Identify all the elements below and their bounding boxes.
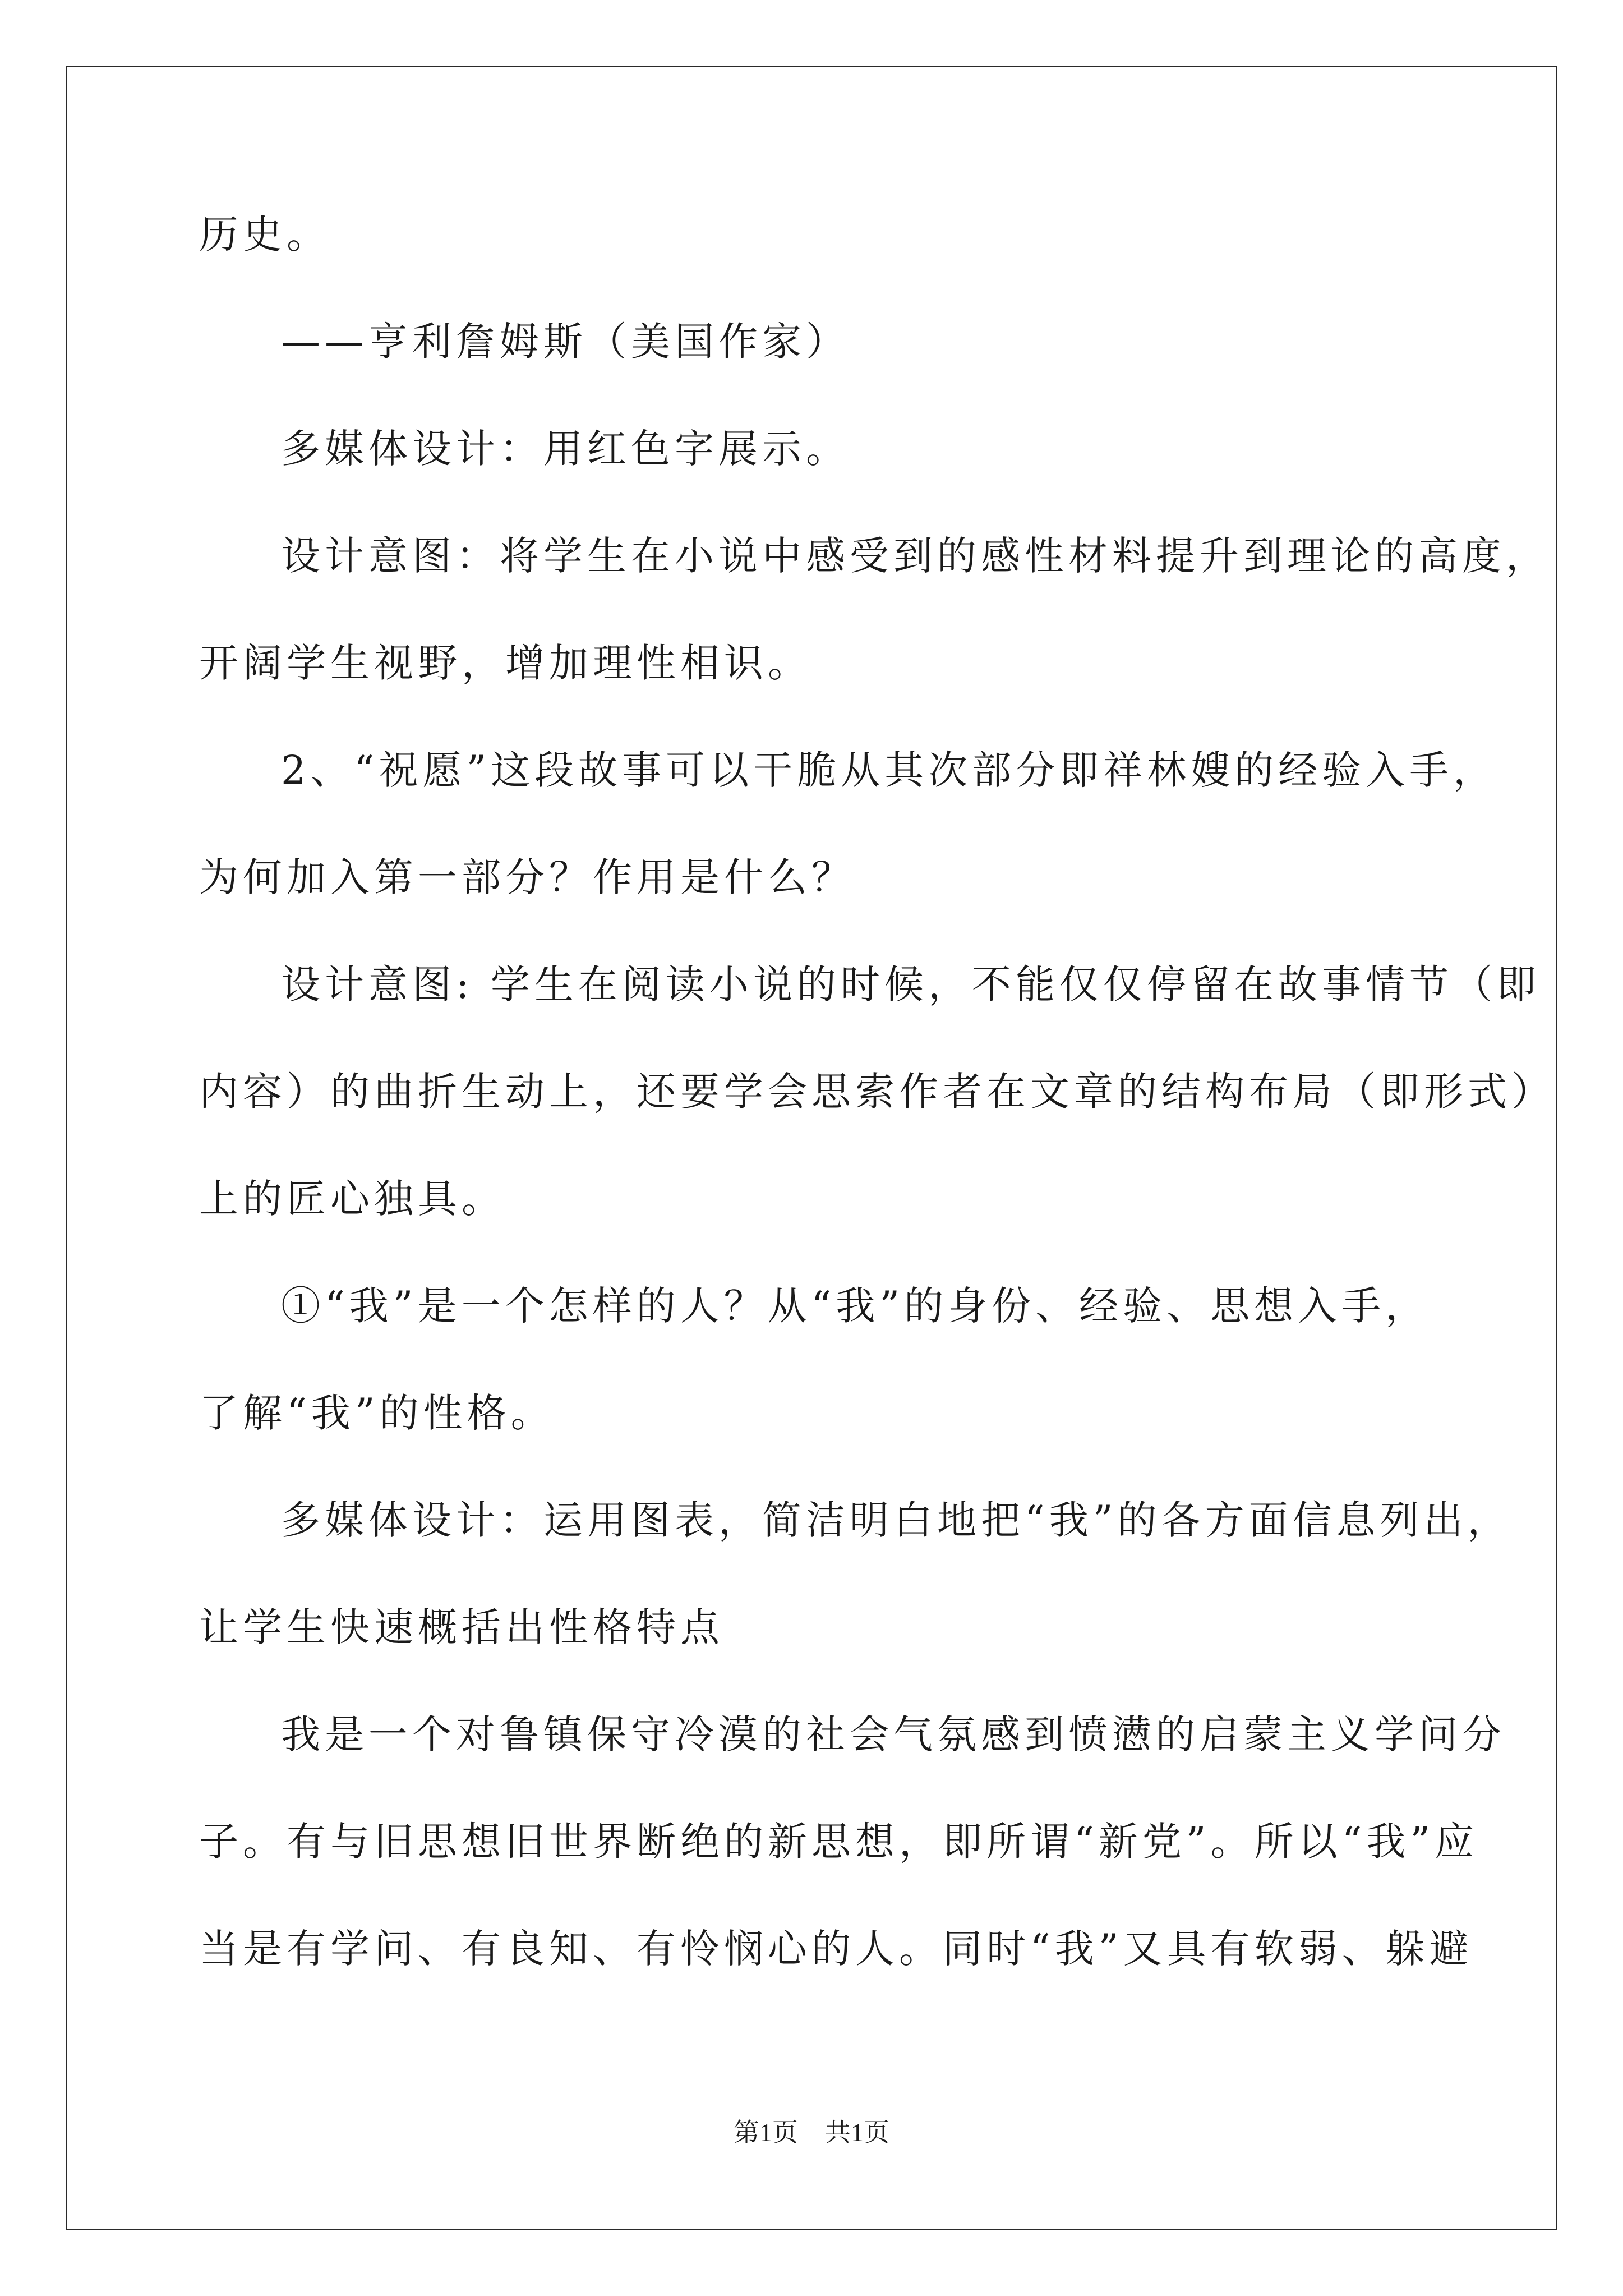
text-line: ——亨利詹姆斯（美国作家） <box>281 319 850 365</box>
text-line: 上的匠心独具。 <box>199 1176 505 1222</box>
text-line: ①“我”是一个怎样的人？从“我”的身份、经验、思想入手， <box>281 1283 1430 1329</box>
text-line: 子。有与旧思想旧世界断绝的新思想，即所谓“新党”。所以“我”应 <box>199 1819 1479 1865</box>
text-line: 让学生快速概括出性格特点 <box>199 1604 724 1650</box>
text-line: 为何加入第一部分？作用是什么？ <box>199 854 855 900</box>
document-body <box>199 207 1555 1976</box>
text-line: 2、“祝愿”这段故事可以干脆从其次部分即祥林嫂的经验入手， <box>281 747 1497 793</box>
text-line: 了解“我”的性格。 <box>199 1390 555 1436</box>
text-line: 历史。 <box>199 211 330 257</box>
page-total: 共1页 <box>825 2118 889 2147</box>
text-line: 设计意图: 学生在阅读小说的时候，不能仅仅停留在故事情节（即 <box>281 961 1541 1007</box>
text-line: 多媒体设计：运用图表，简洁明白地把“我”的各方面信息列出， <box>281 1497 1511 1543</box>
page-footer <box>0 2116 1623 2150</box>
text-line: 设计意图：将学生在小说中感受到的感性材料提升到理论的高度， <box>281 533 1550 579</box>
text-line: 我是一个对鲁镇保守冷漠的社会气氛感到愤懑的启蒙主义学问分 <box>281 1711 1506 1757</box>
text-line: 内容）的曲折生动上，还要学会思索作者在文章的结构布局（即形式） <box>199 1069 1555 1115</box>
text-line: 多媒体设计：用红色字展示。 <box>281 426 850 472</box>
text-line: 开阔学生视野，增加理性相识。 <box>199 640 811 686</box>
page-number: 第1页 <box>734 2118 798 2147</box>
text-line: 当是有学问、有良知、有怜悯心的人。同时“我”又具有软弱、躲避 <box>199 1926 1473 1972</box>
